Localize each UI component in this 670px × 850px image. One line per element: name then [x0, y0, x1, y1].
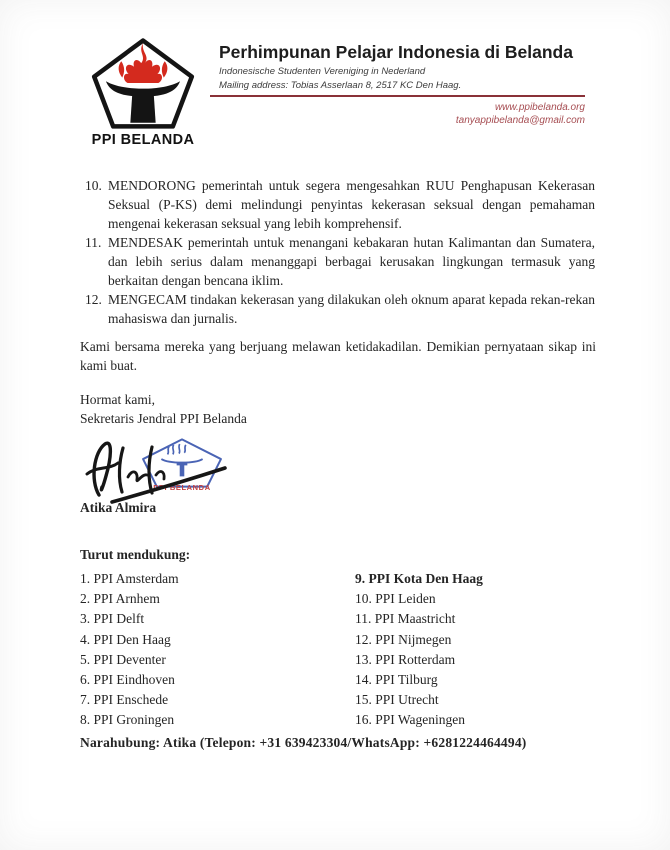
list-item-number: 11.	[85, 235, 102, 250]
org-website: www.ppibelanda.org	[494, 102, 585, 113]
demands-list	[85, 176, 595, 328]
list-item-text: MENDESAK pemerintah untuk menangani kebakaran hutan Kalimantan dan Sumatera, dan lebih serius dalam menanggapi berbagai kerusakan lingkungan termasuk yang berkaitan dengan bencana iklim.	[108, 235, 595, 288]
supporter-item: 14. PPI Tilburg	[355, 672, 438, 688]
list-item-number: 10.	[85, 178, 102, 193]
closing-paragraph: Kami bersama mereka yang berjuang melawan ketidakadilan. Demikian pernyataan sikap ini kami buat.	[80, 339, 596, 373]
supporter-item: 10. PPI Leiden	[355, 591, 436, 607]
signer-title: Sekretaris Jendral PPI Belanda	[80, 411, 247, 426]
supporter-item: 4. PPI Den Haag	[80, 631, 171, 647]
supporters-column-right	[355, 569, 483, 731]
list-item-number: 12.	[85, 292, 102, 307]
handwritten-signature	[82, 435, 250, 505]
supporter-item: 15. PPI Utrecht	[355, 692, 439, 708]
supporter-item: 6. PPI Eindhoven	[80, 672, 175, 688]
supporter-item: 1. PPI Amsterdam	[80, 571, 179, 586]
ppi-belanda-logo	[83, 36, 203, 148]
org-name: Perhimpunan Pelajar Indonesia di Belanda	[219, 42, 573, 62]
supporter-item: 3. PPI Delft	[80, 611, 145, 627]
supporter-item: 5. PPI Deventer	[80, 651, 166, 667]
ppi-pentagon-torch-icon	[87, 36, 199, 130]
org-email: tanyappibelanda@gmail.com	[455, 115, 585, 126]
header-divider	[210, 95, 585, 97]
list-item	[85, 233, 595, 290]
org-subtitle: Indonesische Studenten Vereniging in Nederland	[219, 66, 426, 77]
salutation: Hormat kami,	[80, 392, 155, 407]
logo-wordmark: PPI BELANDA	[91, 132, 195, 148]
signature-area	[82, 435, 302, 505]
list-item-text: MENDORONG pemerintah untuk segera mengesahkan RUU Penghapusan Kekerasan Seksual (P-KS) demi melindungi penyintas kekerasan seksual dengan pemahaman mengenai kekerasan seksual yang lebih komprehensif.	[108, 178, 595, 231]
contact-person-line: Narahubung: Atika (Telepon: +31 639423304/WhatsApp: +6281224464494)	[80, 735, 527, 750]
supporter-item: 2. PPI Arnhem	[80, 591, 160, 607]
supporters-column-left	[80, 569, 179, 731]
signer-name: Atika Almira	[80, 500, 157, 515]
salutation-block	[80, 390, 247, 428]
list-item	[85, 176, 595, 233]
supporter-item: 8. PPI Groningen	[80, 712, 175, 728]
header-contact-block	[365, 101, 585, 127]
letterhead	[219, 42, 573, 91]
list-item	[85, 290, 595, 328]
stamp-wordmark: PPI BELANDA	[153, 483, 211, 492]
supporter-item: 12. PPI Nijmegen	[355, 631, 452, 647]
supporter-item: 7. PPI Enschede	[80, 692, 169, 708]
supporter-item: 13. PPI Rotterdam	[355, 651, 456, 667]
supporters-heading: Turut mendukung:	[80, 547, 191, 562]
org-mailing-address: Mailing address: Tobias Asserlaan 8, 2517 KC Den Haag.	[219, 80, 462, 91]
supporter-item: 16. PPI Wageningen	[355, 712, 466, 728]
supporter-item: 9. PPI Kota Den Haag	[355, 571, 483, 586]
list-item-text: MENGECAM tindakan kekerasan yang dilakukan oleh oknum aparat kepada rekan-rekan mahasiswa dan jurnalis.	[108, 292, 595, 326]
supporter-item: 11. PPI Maastricht	[355, 611, 456, 627]
